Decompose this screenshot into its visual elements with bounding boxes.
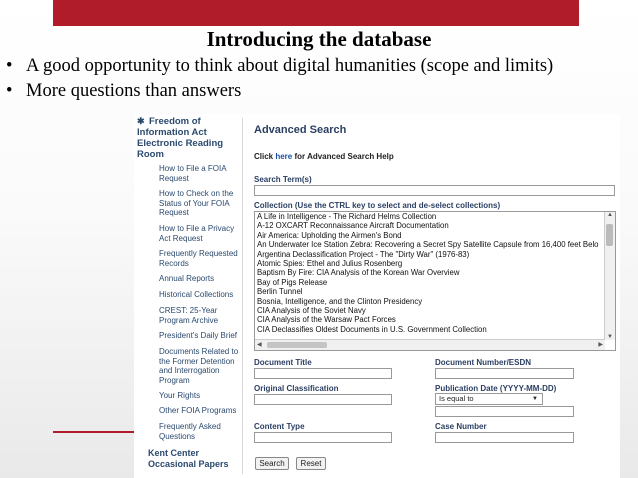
sidebar-item-requested-records[interactable]: Frequently Requested Records <box>159 249 238 268</box>
advanced-search-panel <box>254 114 620 478</box>
embedded-screenshot <box>134 114 620 478</box>
sidebar-item-check-status[interactable]: How to Check on the Status of Your FOIA Request <box>159 189 234 217</box>
scrollbar-thumb[interactable] <box>606 224 613 246</box>
sidebar-item-annual-reports[interactable]: Annual Reports <box>159 274 215 283</box>
slide-title: Introducing the database <box>206 27 432 51</box>
sidebar-item-your-rights[interactable]: Your Rights <box>159 391 201 400</box>
sidebar-item-historical[interactable]: Historical Collections <box>159 290 234 299</box>
reset-button[interactable]: Reset <box>296 457 326 470</box>
list-item[interactable]: A Life in Intelligence - The Richard Helms Collection <box>257 212 437 221</box>
collection-listbox[interactable] <box>254 211 616 351</box>
original-classification-input[interactable] <box>254 394 392 405</box>
publication-date-input[interactable] <box>435 406 574 417</box>
sidebar-item-file-foia[interactable]: How to File a FOIA Request <box>159 164 227 183</box>
original-classification-label: Original Classification <box>254 384 339 393</box>
content-type-input[interactable] <box>254 432 392 443</box>
scroll-up-icon[interactable]: ▲ <box>607 212 613 218</box>
sidebar-item-faq[interactable]: Frequently Asked Questions <box>159 422 221 441</box>
document-title-input[interactable] <box>254 368 392 379</box>
collection-options <box>257 212 603 334</box>
list-item[interactable]: Atomic Spies: Ethel and Julius Rosenberg <box>257 259 403 269</box>
title-bar-accent <box>53 0 579 26</box>
list-item[interactable]: Berlin Tunnel <box>257 287 303 297</box>
bullet-text: A good opportunity to think about digital humanities (scope and limits) <box>26 56 554 76</box>
list-item[interactable]: Argentina Declassification Project - The "Dirty War" (1976-83) <box>257 249 470 259</box>
search-terms-input[interactable] <box>254 185 615 196</box>
page-title: Advanced Search <box>254 124 347 136</box>
search-button[interactable]: Search <box>255 457 289 470</box>
sidebar-heading[interactable]: ✱ Freedom of Information Act Electronic Reading Room <box>137 116 224 160</box>
collection-label: Collection (Use the CTRL key to select and de-select collections) <box>254 201 501 210</box>
bullet-list <box>6 54 553 104</box>
bullet-icon: • <box>6 56 13 76</box>
document-number-label: Document Number/ESDN <box>435 358 532 367</box>
sidebar-item-daily-brief[interactable]: President's Daily Brief <box>159 331 237 340</box>
list-item[interactable]: Bay of Pigs Release <box>257 277 328 287</box>
scroll-left-icon[interactable]: ◀ <box>257 342 262 348</box>
help-link[interactable]: here <box>275 152 293 161</box>
sidebar-item-detention-docs[interactable]: Documents Related to the Former Detention and Interrogation Program <box>159 347 239 385</box>
bullet-item <box>6 79 553 104</box>
publication-date-label: Publication Date (YYYY-MM-DD) <box>435 384 557 393</box>
list-item[interactable]: An Underwater Ice Station Zebra: Recovering a Secret Spy Satellite Capsule from 16,400 feet Belo <box>257 240 599 250</box>
decorative-line <box>53 431 135 433</box>
vertical-scrollbar[interactable] <box>604 212 615 340</box>
star-icon: ✱ <box>137 116 145 126</box>
list-item[interactable]: Baptism By Fire: CIA Analysis of the Korean War Overview <box>257 268 460 278</box>
search-terms-label: Search Term(s) <box>254 175 312 184</box>
sidebar-item-kent-center[interactable]: Kent Center Occasional Papers <box>148 448 229 469</box>
list-item[interactable]: Air America: Upholding the Airmen's Bond <box>257 230 402 240</box>
sidebar-item-other-foia[interactable]: Other FOIA Programs <box>159 406 237 415</box>
bullet-icon: • <box>6 81 13 101</box>
sidebar-item-crest[interactable]: CREST: 25-Year Program Archive <box>159 306 219 325</box>
list-item[interactable]: A-12 OXCART Reconnaissance Aircraft Documentation <box>257 221 449 231</box>
sidebar-divider <box>242 118 243 474</box>
list-item[interactable]: Bosnia, Intelligence, and the Clinton Presidency <box>257 296 423 306</box>
scroll-down-icon[interactable]: ▼ <box>607 334 613 340</box>
list-item[interactable]: CIA Analysis of the Soviet Navy <box>257 306 366 316</box>
document-number-input[interactable] <box>435 368 574 379</box>
document-title-label: Document Title <box>254 358 312 367</box>
bullet-text: More questions than answers <box>26 81 242 101</box>
horizontal-scrollbar[interactable] <box>255 339 605 350</box>
publication-date-operator-select[interactable]: Is equal to ▼ <box>435 393 543 405</box>
help-text: Click here for Advanced Search Help <box>254 152 394 161</box>
scroll-right-icon[interactable]: ▶ <box>598 342 603 348</box>
case-number-label: Case Number <box>435 422 487 431</box>
sidebar-item-privacy-act[interactable]: How to File a Privacy Act Request <box>159 224 235 243</box>
bullet-item <box>6 54 553 79</box>
content-type-label: Content Type <box>254 422 305 431</box>
scrollbar-thumb[interactable] <box>267 342 327 348</box>
case-number-input[interactable] <box>435 432 574 443</box>
sidebar-nav <box>134 114 244 478</box>
list-item[interactable]: CIA Declassifies Oldest Documents in U.S. Government Collection <box>257 324 487 334</box>
chevron-down-icon: ▼ <box>532 396 538 402</box>
list-item[interactable]: CIA Analysis of the Warsaw Pact Forces <box>257 315 396 325</box>
